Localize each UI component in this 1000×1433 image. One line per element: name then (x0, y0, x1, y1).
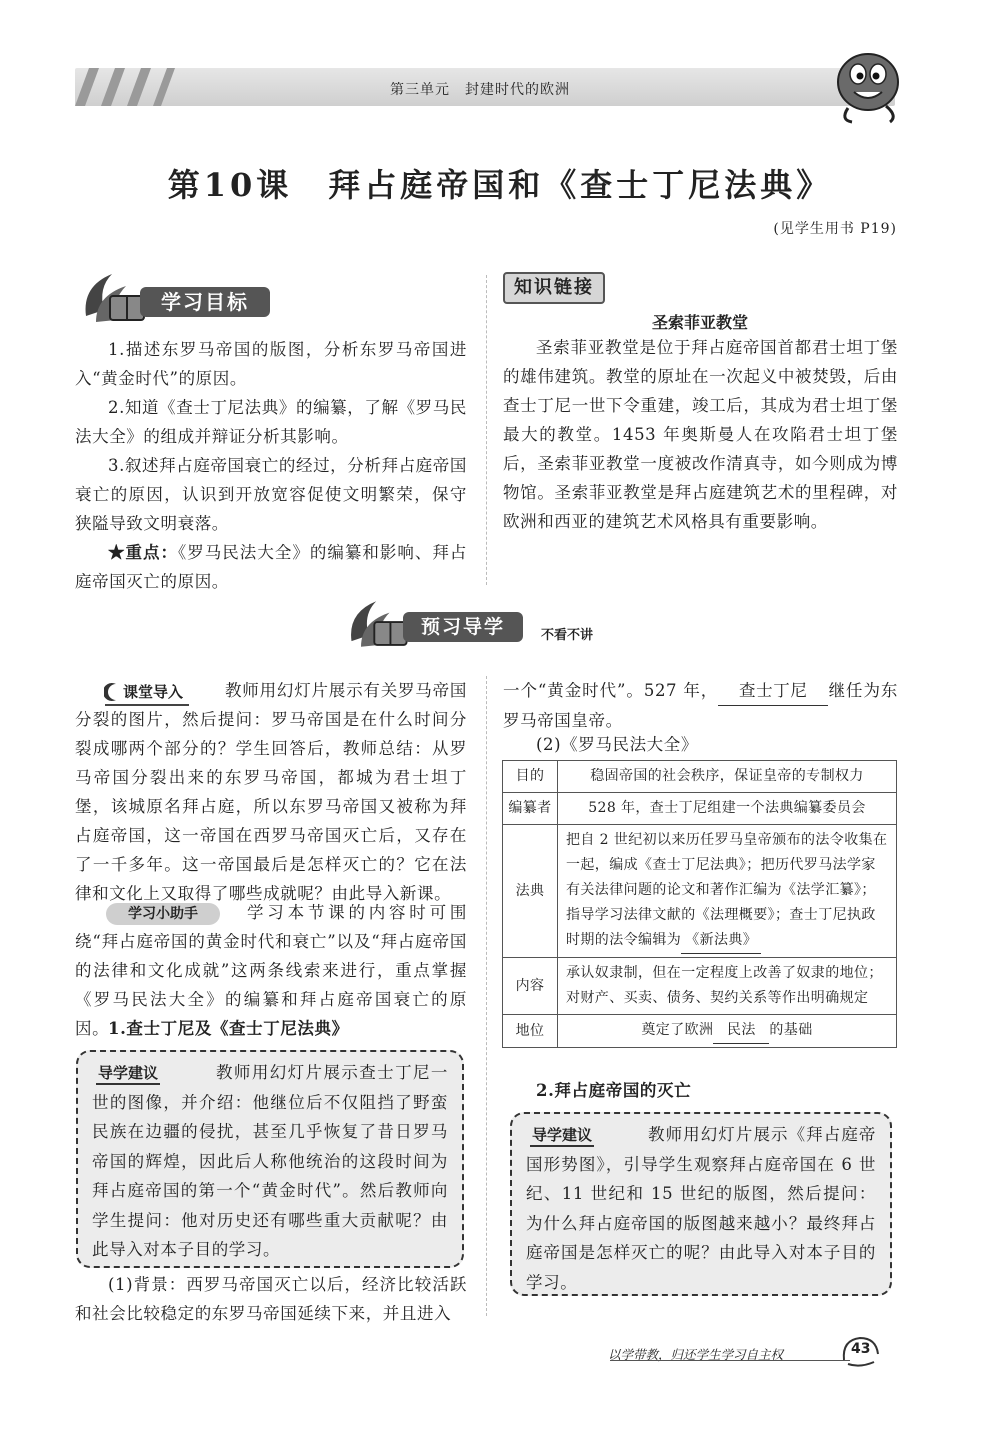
table-value (558, 1015, 897, 1048)
key-points (75, 538, 467, 596)
goal-item-3: 3.叙述拜占庭帝国衰亡的经过，分析拜占庭帝国衰亡的原因，认识到开放宽容促使文明繁荣，保守狭隘导致文明衰落。 (75, 456, 467, 533)
guide-tag-1: 导学建议 (96, 1062, 160, 1085)
study-helper-tag: 学习小助手 (106, 903, 220, 925)
preview-badge: 预习导学 (403, 612, 523, 642)
civil-law-fill: 民法 (713, 1018, 769, 1044)
table-row (503, 761, 897, 793)
emperor-text-after: 继任为东罗马帝国皇帝。 (503, 681, 899, 730)
goal-item-1: 1.描述东罗马帝国的版图，分析东罗马帝国进入“黄金时代”的原因。 (75, 340, 467, 388)
column-divider-bottom (486, 676, 487, 1316)
column-divider-top (486, 275, 487, 585)
knowledge-text: 圣索菲亚教堂是位于拜占庭帝国首都君士坦丁堡的雄伟建筑。教堂的原址在一次起义中被焚毁，后由查士丁尼一世下令重建，竣工后，其成为君士坦丁堡最大的教堂。1453 年奥斯曼人在攻陷君士坦丁堡后，圣索菲亚教堂一度被改作清真寺，如今则成为博物馆。圣索菲亚教堂是拜占庭建筑艺术的里程碑，对欧洲和西亚的建筑艺术风格具有重要影响。 (503, 338, 898, 531)
section2-heading: 2.拜占庭帝国的灭亡 (536, 1081, 692, 1100)
section1-heading: 1.查士丁尼及《查士丁尼法典》 (108, 1019, 349, 1038)
table-row (503, 793, 897, 825)
lesson-title: 第10课 拜占庭帝国和《查士丁尼法典》 (167, 166, 833, 204)
emperor-name-fill: 查士丁尼 (718, 676, 828, 706)
civil-law-table (502, 760, 897, 1048)
table-value: 528 年，查士丁尼组建一个法典编纂委员会 (558, 793, 897, 825)
knowledge-title: 圣索菲亚教堂 (651, 313, 748, 332)
learning-goals-badge: 学习目标 (140, 287, 270, 317)
page-number: 43 (851, 1341, 871, 1357)
table-key: 目的 (503, 761, 558, 793)
key-points-label: ★重点： (108, 543, 179, 562)
goal-item-2: 2.知道《查士丁尼法典》的编纂，了解《罗马民法大全》的组成并辩证分析其影响。 (75, 398, 467, 446)
guide-text-1: 教师用幻灯片展示查士丁尼一世的图像，并介绍：他继位后不仅阻挡了野蛮民族在边疆的侵扰，甚至几乎恢复了昔日罗马帝国的辉煌，因此后人称他统治的这段时间为拜占庭帝国的第一个“黄金时代”。然后教师向学生提问：他对历史还有哪些重大贡献呢？由此导入对本子目的学习。 (92, 1063, 448, 1259)
mascot-icon (828, 44, 906, 124)
table-key: 内容 (503, 958, 558, 1015)
table-value (558, 825, 897, 958)
status-text-before: 奠定了欧洲 (641, 1022, 714, 1038)
header-stripes-decoration (75, 68, 195, 106)
table-value: 承认奴隶制，但在一定程度上改善了奴隶的地位；对财产、买卖、债务、契约关系等作出明确规定 (558, 958, 897, 1015)
emperor-text (503, 676, 898, 735)
emperor-text-before: 一个“黄金时代”。527 年， (503, 681, 719, 700)
background-text: (1)背景：西罗马帝国灭亡以后，经济比较活跃和社会比较稳定的东罗马帝国延续下来，并且进入 (75, 1275, 467, 1323)
footer-line (610, 1360, 850, 1361)
table-value: 稳固帝国的社会秩序，保证皇帝的专制权力 (558, 761, 897, 793)
knowledge-link-badge: 知识链接 (503, 272, 605, 304)
unit-title: 第三单元 封建时代的欧洲 (390, 82, 570, 98)
class-intro-text: 教师用幻灯片展示有关罗马帝国分裂的图片，然后提问：罗马帝国是在什么时间分裂成哪两个部分的？学生回答后，教师总结：从罗马帝国分裂出来的东罗马帝国，都城为君士坦丁堡，该城原名拜占庭，所以东罗马帝国又被称为拜占庭帝国，这一帝国在西罗马帝国灭亡后，又存在了一千多年。这一帝国最后是怎样灭亡的？它在法律和文化上又取得了哪些成就呢？由此导入新课。 (75, 681, 467, 903)
page-reference: (见学生用书 P19) (773, 221, 897, 237)
study-helper-text: 学习本节课的内容时可围绕“拜占庭帝国的黄金时代和衰亡”以及“拜占庭帝国的法律和文化成就”这两条线索来进行，重点掌握《罗马民法大全》的编纂和拜占庭帝国衰亡的原因。 (75, 903, 467, 1038)
table-key: 编纂者 (503, 793, 558, 825)
footer-motto: 以学带教，归还学生学习自主权 (608, 1347, 784, 1362)
table-row (503, 825, 897, 958)
preview-subtitle: 不看不讲 (541, 628, 594, 643)
table-key: 法典 (503, 825, 558, 958)
table-value-text: 把自 2 世纪初以来历任罗马皇帝颁布的法令收集在一起，编成《查士丁尼法典》；把历代罗马法学家有关法律问题的论文和著作汇编为《法学汇纂》；指导学习法律文献的《法理概要》；查士丁尼执政时期的法令编辑为 (566, 832, 888, 948)
table-row (503, 958, 897, 1015)
new-code-fill: 《新法典》 (681, 928, 761, 954)
guide-text-2: 教师用幻灯片展示《拜占庭帝国形势图》，引导学生观察拜占庭帝国在 6 世纪、11 世纪和 15 世纪的版图，然后提问：为什么拜占庭帝国的版图越来越小？最终拜占庭帝国是怎样灭亡的呢？由此导入对本子目的学习。 (526, 1125, 876, 1292)
guide-tag-2: 导学建议 (530, 1124, 594, 1147)
status-text-after: 的基础 (769, 1022, 813, 1038)
table-row (503, 1015, 897, 1048)
class-intro-tag: 课堂导入 (105, 680, 189, 706)
table-key: 地位 (503, 1015, 558, 1048)
civil-law-subheading: (2)《罗马民法大全》 (536, 735, 698, 754)
key-points-text: 《罗马民法大全》的编纂和影响、拜占庭帝国灭亡的原因。 (75, 543, 467, 591)
